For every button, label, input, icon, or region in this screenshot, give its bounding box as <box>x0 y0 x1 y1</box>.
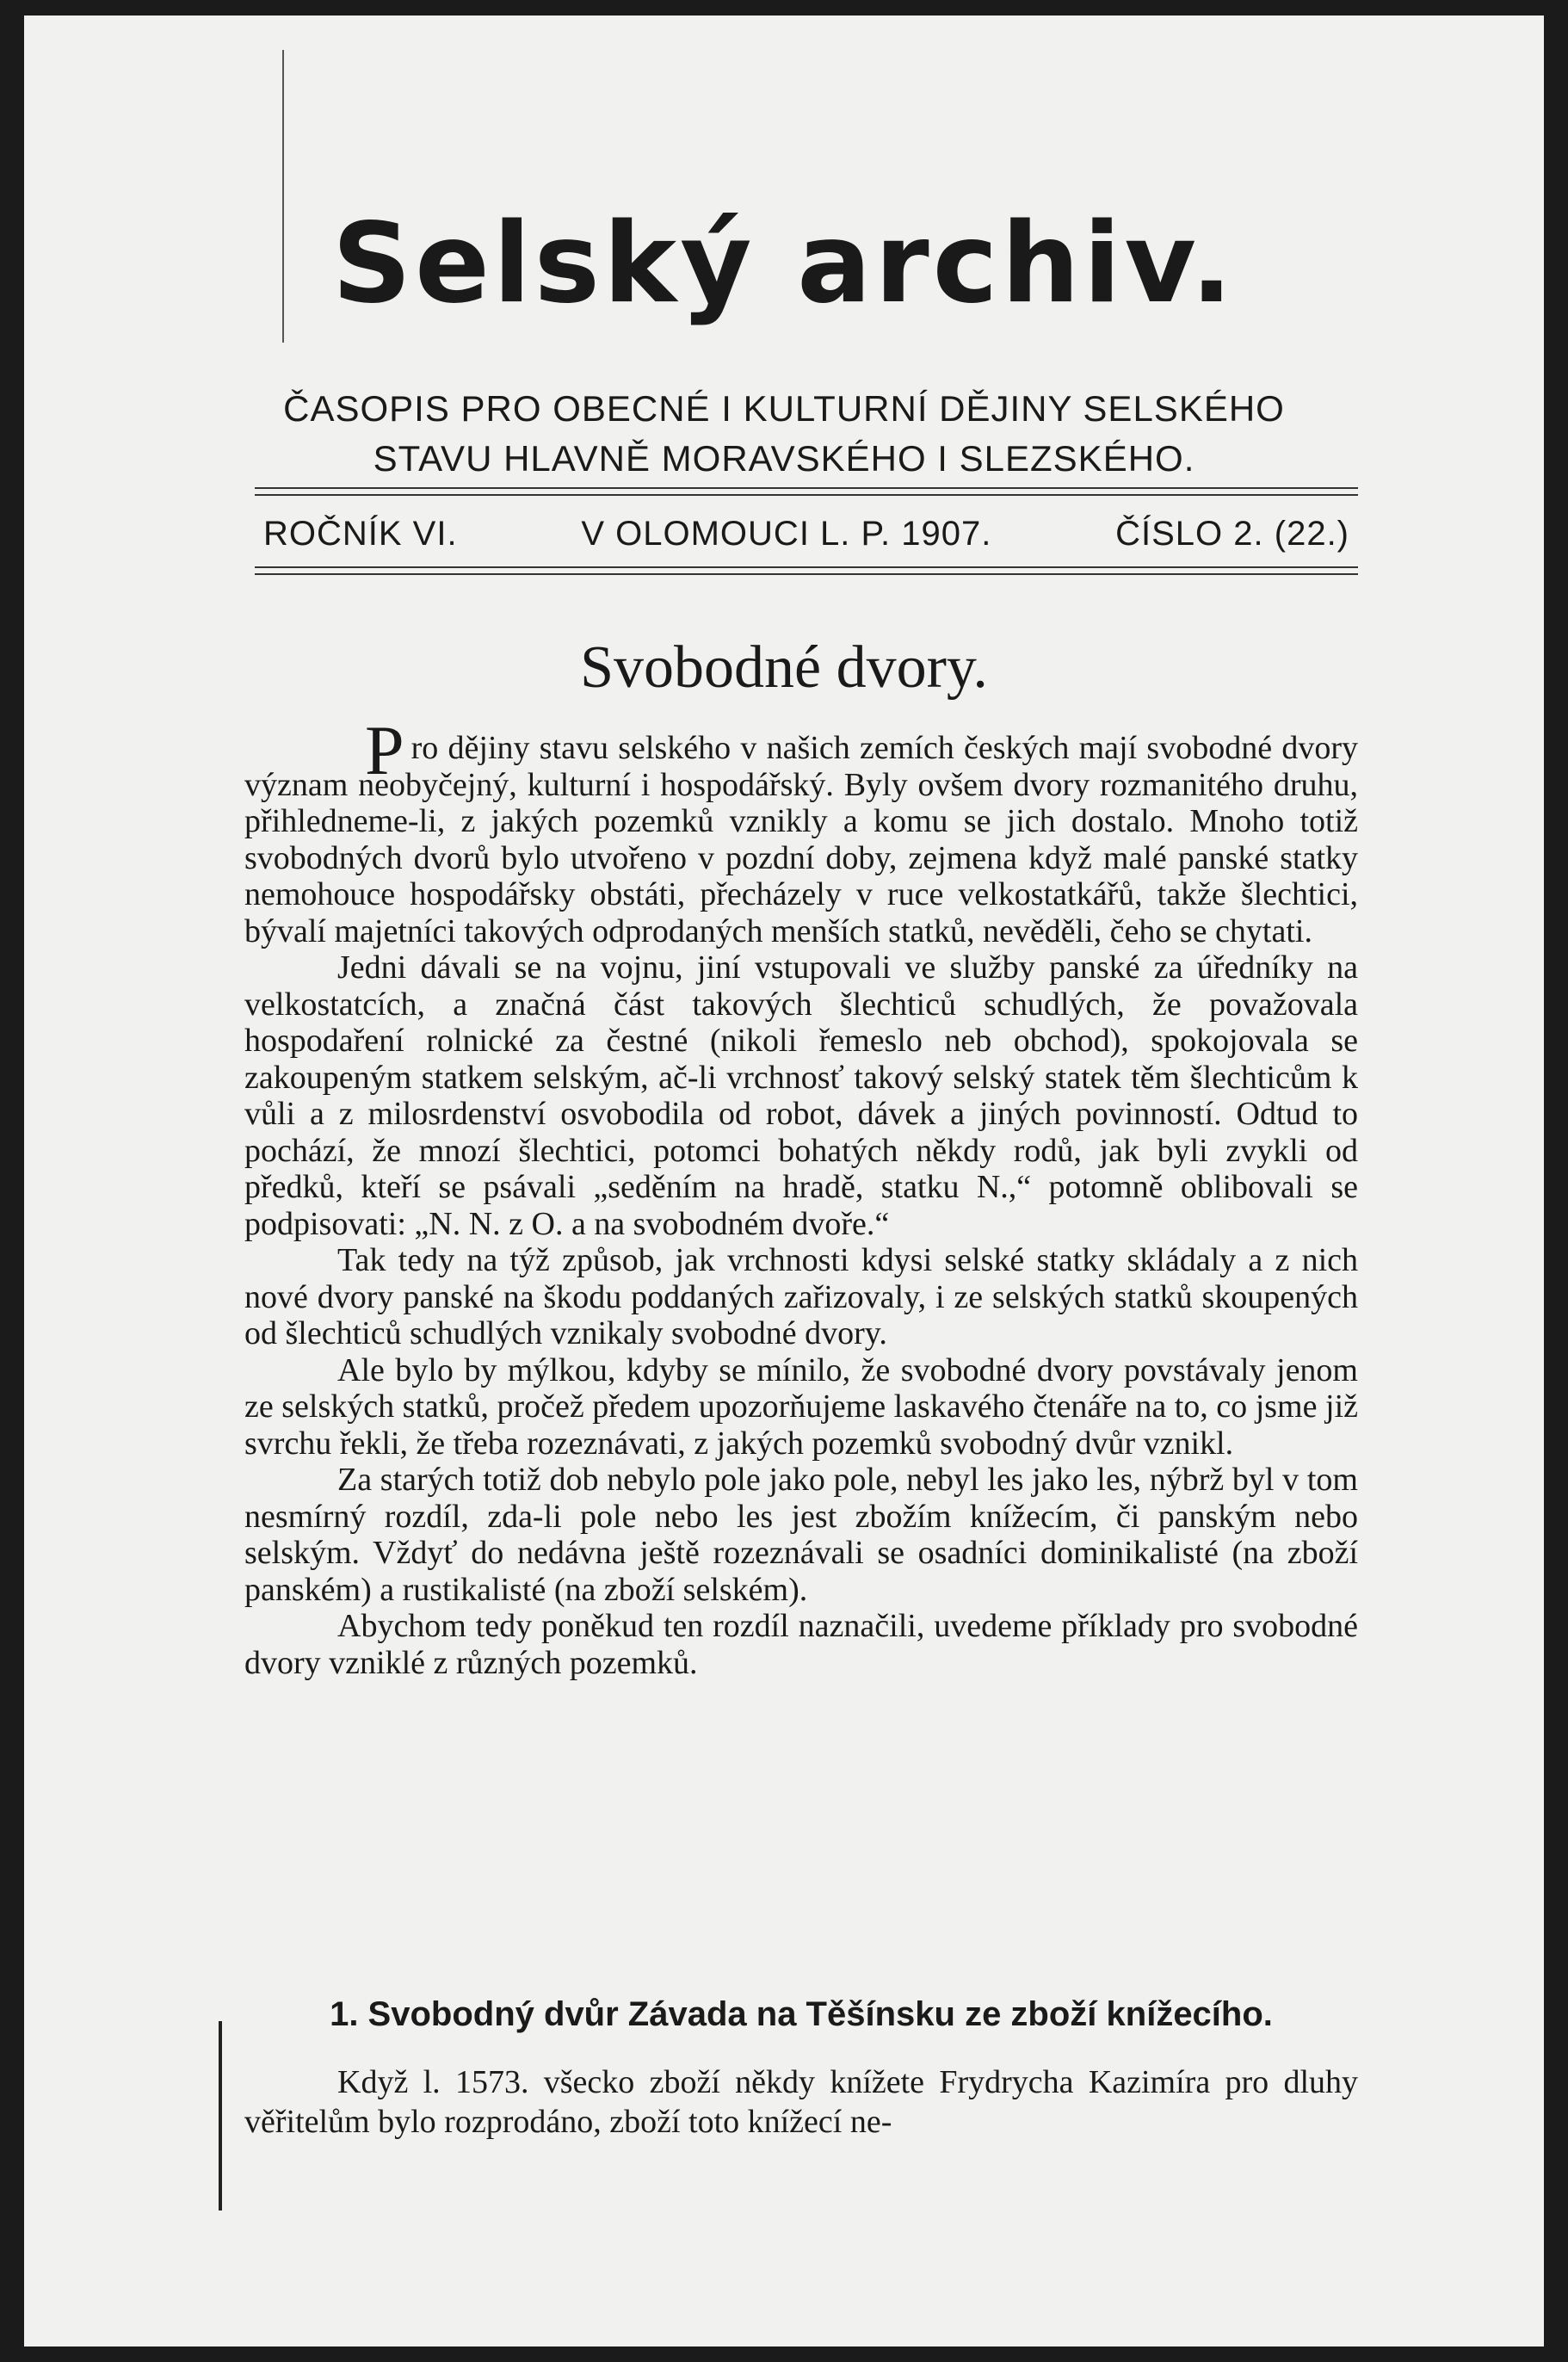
section-paragraph: Když l. 1573. všecko zboží někdy knížete Frydrycha Kazimíra pro dluhy věřitelům bylo rozprodáno, zboží toto knížecí ne- <box>244 2064 1358 2140</box>
article-title: Svobodné dvory. <box>580 634 988 701</box>
section-heading: 1. Svobodný dvůr Závada na Těšínsku ze zboží knížecího. <box>330 1995 1273 2033</box>
header-rule-top <box>255 487 1358 496</box>
paragraph-3: Tak tedy na týž způsob, jak vrchnosti kdysi selské statky skládaly a z nich nové dvory panské na škodu poddaných zařizovaly, i ze selských statků skoupených od šlechticů schudlých vznikaly svobodné dvory. <box>244 1242 1358 1351</box>
journal-subtitle <box>24 384 1544 484</box>
subtitle-line-2: STAVU HLAVNĚ MORAVSKÉHO I SLEZSKÉHO. <box>373 438 1195 479</box>
volume-label: ROČNÍK VI. <box>263 515 458 553</box>
header-rule-bottom <box>255 566 1358 575</box>
section-body <box>244 2062 1358 2142</box>
journal-title: Selský archiv. <box>331 200 1237 328</box>
issue-number-label: ČÍSLO 2. (22.) <box>1115 515 1349 553</box>
paragraph-1-text: ro dějiny stavu selského v našich zemích českých mají svobodné dvory význam neobyčejný, kulturní i hospodářský. Byly ovšem dvory rozmanitého druhu, přihledneme-li, z jakých pozemků vznikly a komu se jich dostalo. Mnoho totiž svobodných dvorů bylo utvořeno v pozdní doby, zejmena když malé panské statky nemohouce hospodářsky obstáti, přecházely v ruce velkostatkářů, takže šlechtici, bývalí majetníci takových odprodaných menších statků, nevěděli, čeho se chytati. <box>244 730 1358 949</box>
paragraph-1 <box>244 711 1358 949</box>
place-year-label: V OLOMOUCI L. P. 1907. <box>581 515 992 553</box>
paragraph-6: Abychom tedy poněkud ten rozdíl naznačili, uvedeme příklady pro svobodné dvory vzniklé z různých pozemků. <box>244 1608 1358 1681</box>
drop-cap: P <box>365 711 404 789</box>
subtitle-line-1: ČASOPIS PRO OBECNÉ I KULTURNÍ DĚJINY SELSKÉHO <box>283 388 1285 429</box>
margin-bar <box>219 2021 222 2211</box>
paragraph-2: Jedni dávali se na vojnu, jiní vstupovali ve služby panské za úředníky na velkostatcích, a značná část takových šlechticů schudlých, že považovala hospodaření rolnické za čestné (nikoli řemeslo neb obchod), spokojovala se zakoupeným statkem selským, ač-li vrchnosť takový selský statek těm šlechticům k vůli a z milosrdenství osvobodila od robot, dávek a jiných povinností. Odtud to pochází, že mnozí šlechtici, potomci bohatých někdy rodů, jak byli zvykli od předků, kteří se psávali „seděním na hradě, statku N.,“ potomně oblibovali se podpisovati: „N. N. z O. a na svobodném dvoře.“ <box>244 949 1358 1242</box>
issue-info <box>263 515 1349 553</box>
paragraph-4: Ale bylo by mýlkou, kdyby se mínilo, že svobodné dvory povstávaly jenom ze selských statků, pročež předem upozorňujeme laskavého čtenáře na to, co jsme již svrchu řekli, že třeba rozeznávati, z jakých pozemků svobodný dvůr vznikl. <box>244 1351 1358 1462</box>
article-body <box>244 711 1358 1681</box>
journal-page <box>24 15 1544 2347</box>
paragraph-5: Za starých totiž dob nebylo pole jako pole, nebyl les jako les, nýbrž byl v tom nesmírný rozdíl, zda-li pole nebo les jest zbožím knížecím, či panským nebo selským. Vždyť do nedávna ještě rozeznávali se osadníci dominikalisté (na zboží panském) a rustikalisté (na zboží selském). <box>244 1462 1358 1608</box>
